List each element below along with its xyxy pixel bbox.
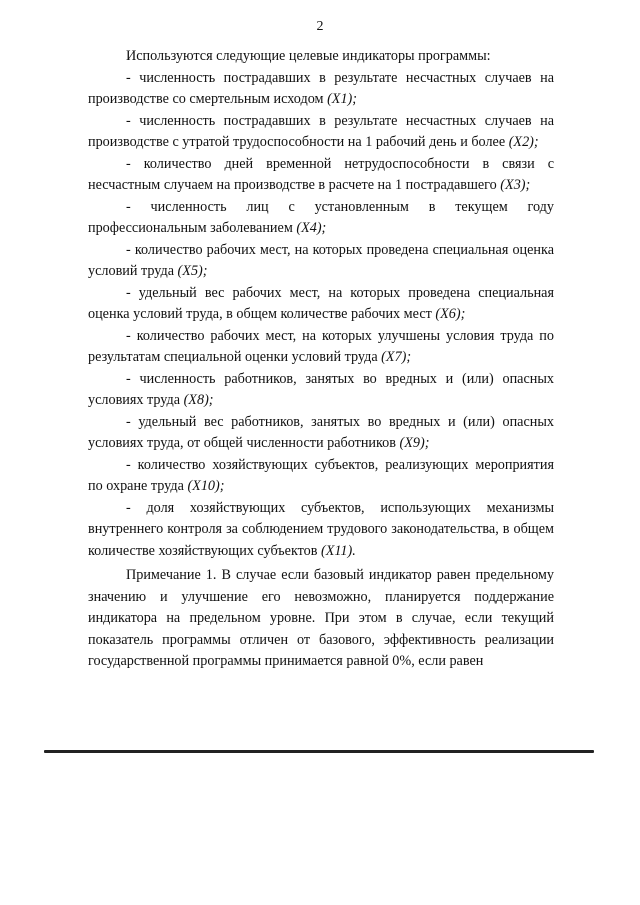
indicator-item <box>88 455 554 498</box>
indicator-item <box>88 283 554 326</box>
indicator-variable: (X2); <box>508 134 539 150</box>
indicator-item <box>88 369 554 412</box>
indicator-item <box>88 68 554 111</box>
indicator-text: - удельный вес работников, занятых во вредных и (или) опасных условиях труда, от общей численности работников <box>88 413 554 451</box>
indicator-text: - численность пострадавших в результате несчастных случаев на производстве с утратой трудоспособности на 1 рабочий день и более <box>88 112 554 150</box>
indicator-variable: (X11). <box>321 542 356 559</box>
indicator-item <box>88 326 554 369</box>
indicator-variable: (X9); <box>399 435 430 451</box>
note-paragraph: Примечание 1. В случае если базовый индикатор равен предельному значению и улучшение его невозможно, планируется поддержание индикатора на предельном уровне. При этом в случае, если текущий показатель программы отличен от базового, эффективность реализации государственной программы принимается равной 0%, если равен <box>88 567 554 669</box>
document-body <box>88 46 554 673</box>
indicator-item <box>88 412 554 455</box>
indicator-variable: (X1); <box>327 91 357 107</box>
indicator-variable: (X6); <box>435 306 466 322</box>
indicator-variable: (X4); <box>296 220 327 236</box>
indicator-text: - численность пострадавших в результате несчастных случаев на производстве со смертельным исходом <box>88 69 554 107</box>
indicator-text: - количество хозяйствующих субъектов, реализующих мероприятия по охране труда <box>88 456 554 494</box>
indicator-text: - доля хозяйствующих субъектов, использующих механизмы внутреннего контроля за соблюдением трудового законодательства, в общем количестве хозяйствующих субъектов <box>88 499 554 559</box>
indicator-variable: (X8); <box>183 392 214 408</box>
indicator-text: - количество рабочих мест, на которых проведена специальная оценка условий труда <box>88 241 554 279</box>
page-number: 2 <box>316 19 324 34</box>
indicator-item <box>88 197 554 240</box>
indicator-variable: (X10); <box>187 478 225 494</box>
indicator-text: - удельный вес рабочих мест, на которых проведена специальная оценка условий труда, в общем количестве рабочих мест <box>88 284 554 322</box>
indicators-intro: Используются следующие целевые индикаторы программы: <box>126 48 491 64</box>
indicator-variable: (X3); <box>500 177 531 193</box>
indicator-text: - количество рабочих мест, на которых улучшены условия труда по результатам специальной оценки условий труда <box>88 327 554 365</box>
indicator-item <box>88 240 554 283</box>
indicator-text: - численность лиц с установленным в текущем году профессиональным заболеванием <box>88 198 554 236</box>
indicator-variable: (X5); <box>177 263 208 279</box>
indicator-item <box>88 111 554 154</box>
indicator-variable: (X7); <box>381 349 412 365</box>
indicator-text: - количество дней временной нетрудоспособности в связи с несчастным случаем на производстве в расчете на 1 пострадавшего <box>88 155 554 193</box>
indicator-item <box>88 498 554 563</box>
indicator-item <box>88 154 554 197</box>
indicator-text: - численность работников, занятых во вредных и (или) опасных условиях труда <box>88 370 554 408</box>
footer-divider <box>44 750 594 753</box>
